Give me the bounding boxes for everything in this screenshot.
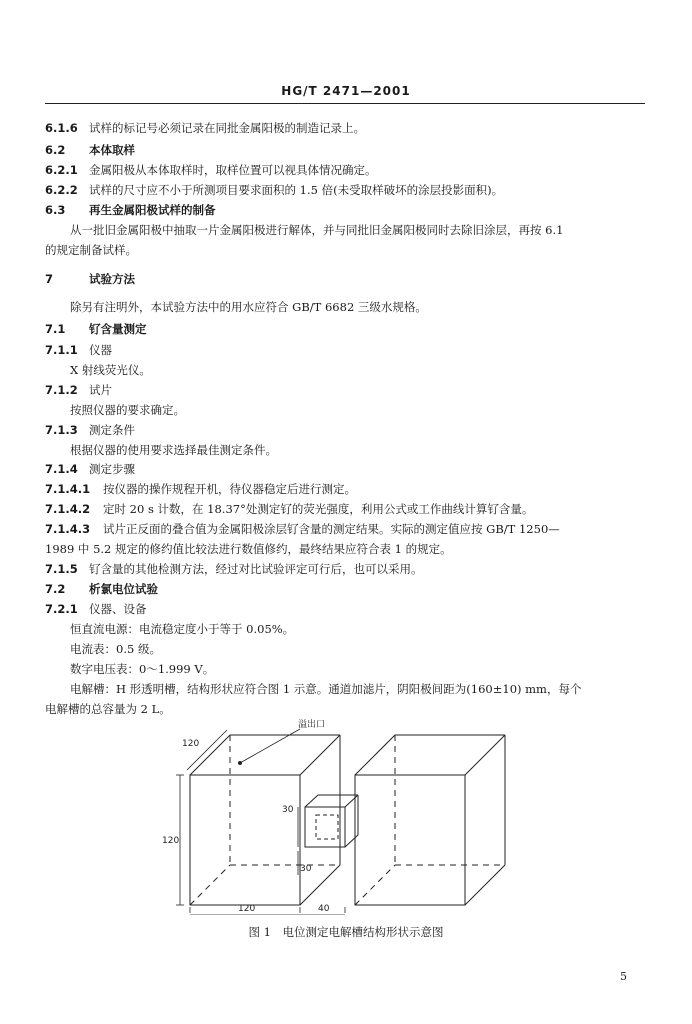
- text-line: [45, 522, 560, 536]
- section-number: 7.1.4: [45, 462, 78, 476]
- text-line: [70, 223, 563, 237]
- line-text: 电解槽的总容量为 2 L。: [45, 702, 171, 716]
- section-number: 7.1.1: [45, 343, 78, 357]
- line-text: 测定条件: [89, 423, 135, 437]
- line-text: 试片: [89, 383, 112, 397]
- doc-header: HG/T 2471—2001: [281, 84, 411, 98]
- text-line: [45, 163, 377, 177]
- text-line: [45, 383, 112, 397]
- line-text: 按仪器的操作规程开机，待仪器稳定后进行测定。: [103, 482, 356, 496]
- right-edge-top-left: [355, 735, 395, 775]
- text-line: [70, 642, 161, 656]
- text-line: [45, 423, 135, 437]
- channel-front: [305, 807, 345, 847]
- dimension-lines: [176, 730, 345, 915]
- section-number: 7.1.4.1: [45, 482, 91, 496]
- line-text: 按照仪器的要求确定。: [70, 403, 185, 417]
- text-line: [45, 272, 135, 286]
- left-hidden-diag: [190, 865, 230, 905]
- line-text: 1989 中 5.2 规定的修约值比较法进行数值修约，最终结果应符合表 1 的规定。: [45, 542, 452, 556]
- right-front-face: [355, 775, 465, 905]
- section-number: 7.1.3: [45, 423, 78, 437]
- text-line: [45, 542, 452, 556]
- text-line: [45, 602, 147, 616]
- line-text: 试样的尺寸应不小于所测项目要求面积的 1.5 倍(未受取样破坏的涂层投影面积)。: [89, 183, 504, 197]
- right-edge-top-right: [465, 735, 505, 775]
- section-number: 6.2.1: [45, 163, 78, 177]
- line-text: 除另有注明外，本试验方法中的用水应符合 GB/T 6682 三级水规格。: [70, 300, 427, 314]
- text-line: [70, 300, 427, 314]
- section-number: 6.2.2: [45, 183, 78, 197]
- text-line: [45, 243, 137, 257]
- line-text: 再生金属阳极试样的制备: [89, 203, 216, 217]
- line-text: X 射线荧光仪。: [70, 363, 151, 377]
- dim-channel-width: 40: [318, 904, 330, 914]
- right-cell: [355, 735, 505, 905]
- line-text: 析氯电位试验: [89, 582, 158, 596]
- text-line: [45, 502, 533, 516]
- text-line: [70, 622, 294, 636]
- text-line: [45, 462, 135, 476]
- line-text: 测定步骤: [89, 462, 135, 476]
- section-number: 6.1.6: [45, 121, 78, 135]
- outlet-leader: [240, 729, 300, 763]
- line-text: 数字电压表：0～1.999 V。: [70, 662, 215, 676]
- dim-top-depth: 120: [182, 739, 200, 749]
- section-number: 6.3: [45, 203, 66, 217]
- text-line: [45, 143, 135, 157]
- electrolytic-cell-figure: [0, 715, 692, 915]
- section-number: 7.1: [45, 322, 66, 336]
- line-text: 的规定制备试样。: [45, 243, 137, 257]
- text-line: [45, 582, 158, 596]
- left-front-face: [190, 775, 300, 905]
- right-hidden-diag: [355, 865, 395, 905]
- text-line: [70, 682, 581, 696]
- connecting-channel: [305, 795, 358, 847]
- line-text: 恒直流电源：电流稳定度小于等于 0.05%。: [70, 622, 295, 636]
- text-line: [45, 562, 423, 576]
- section-number: 7.1.2: [45, 383, 78, 397]
- text-line: [70, 363, 151, 377]
- right-edge-bottom-right: [465, 865, 505, 905]
- section-number: 6.2: [45, 143, 66, 157]
- line-text: 试样的标记号必须记录在同批金属阳极的制造记录上。: [89, 121, 365, 135]
- figure-caption: 图 1 电位测定电解槽结构形状示意图: [248, 925, 444, 939]
- line-text: 定时 20 s 计数，在 18.37°处测定钌的荧光强度，利用公式或工作曲线计算钌含量。: [103, 502, 534, 516]
- line-text: 电流表：0.5 级。: [70, 642, 161, 656]
- text-line: [45, 183, 503, 197]
- line-text: 从一批旧金属阳极中抽取一片金属阳极进行解体，并与同批旧金属阳极同时去除旧涂层，再按 6.1: [70, 223, 564, 237]
- left-edge-top-right: [300, 735, 340, 775]
- line-text: 本体取样: [89, 143, 135, 157]
- section-number: 7.2.1: [45, 602, 78, 616]
- line-text: 钌含量测定: [89, 322, 147, 336]
- outlet-label: 溢出口: [298, 720, 326, 730]
- line-text: 根据仪器的使用要求选择最佳测定条件。: [70, 443, 277, 457]
- section-number: 7.2: [45, 582, 66, 596]
- dim-channel-height: 30: [282, 805, 294, 815]
- line-text: 钌含量的其他检测方法，经过对比试验评定可行后，也可以采用。: [89, 562, 423, 576]
- left-cell: [190, 735, 340, 905]
- line-text: 金属阳极从本体取样时，取样位置可以视具体情况确定。: [89, 163, 377, 177]
- text-line: [70, 403, 185, 417]
- text-line: [45, 343, 112, 357]
- text-line: [45, 322, 147, 336]
- section-number: 7.1.4.2: [45, 502, 91, 516]
- filter-plate: [316, 815, 338, 839]
- text-line: [45, 121, 365, 135]
- line-text: 电解槽：H 形透明槽，结构形状应符合图 1 示意。通道加滤片，阴阳极间距为(160±10) mm，每个: [70, 682, 582, 696]
- section-number: 7: [45, 272, 54, 286]
- dim-width: 120: [238, 904, 256, 914]
- page-number: 5: [620, 970, 627, 983]
- text-line: [70, 443, 277, 457]
- text-line: [45, 702, 171, 716]
- dim-channel-bottom: 30: [300, 864, 312, 874]
- line-text: 仪器: [89, 343, 112, 357]
- text-line: [45, 482, 356, 496]
- text-line: [70, 662, 214, 676]
- section-number: 7.1.5: [45, 562, 78, 576]
- header-rule: [45, 103, 645, 104]
- section-number: 7.1.4.3: [45, 522, 91, 536]
- line-text: 仪器、设备: [89, 602, 147, 616]
- dim-height: 120: [162, 836, 180, 846]
- line-text: 试片正反面的叠合值为金属阳极涂层钌含量的测定结果。实际的测定值应按 GB/T 1250—: [103, 522, 560, 536]
- text-line: [45, 203, 216, 217]
- line-text: 试验方法: [89, 272, 135, 286]
